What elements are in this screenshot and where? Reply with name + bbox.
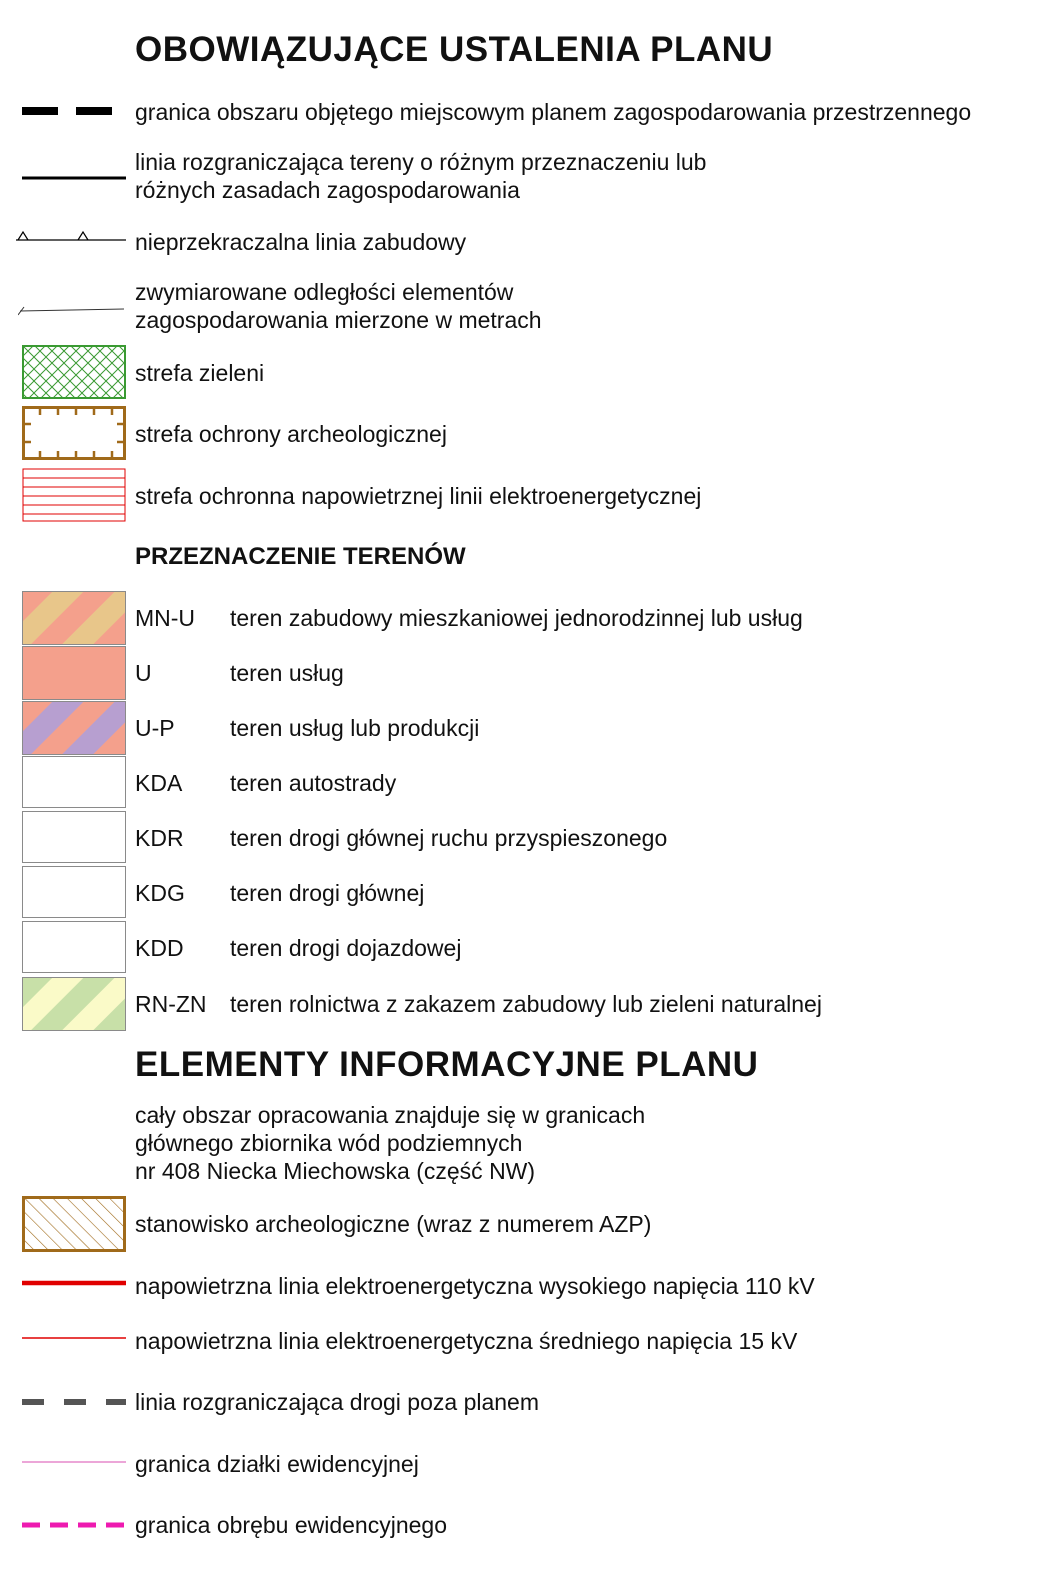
groundwater-note-line1: cały obszar opracowania znajduje się w granicach [135,1102,646,1128]
up-swatch-icon [22,701,126,755]
dimension-line-icon [18,303,126,317]
rnzn-swatch-icon [22,977,126,1031]
land-use-label: teren drogi głównej ruchu przyspieszonego [230,825,668,851]
legend-label: strefa ochrony archeologicznej [135,421,447,447]
precinct-boundary-dashed-line-icon [22,1519,126,1531]
power-line-protection-zone-icon [22,468,126,522]
legend-label-line1: linia rozgraniczająca tereny o różnym przeznaczeniu lub [135,149,707,175]
land-use-label: teren usług lub produkcji [230,715,480,741]
section-title-land-use: PRZEZNACZENIE TERENÓW [135,543,466,570]
kda-swatch-icon [22,756,126,808]
legend-label: napowietrzna linia elektroenergetyczna wysokiego napięcia 110 kV [135,1273,815,1299]
section-title-informational: ELEMENTY INFORMACYJNE PLANU [135,1045,759,1084]
land-use-code: RN-ZN [135,991,207,1017]
legend-label: stanowisko archeologiczne (wraz z numerem AZP) [135,1211,652,1237]
legend-label: linia rozgraniczająca drogi poza planem [135,1389,540,1415]
legend-label: granica obrębu ewidencyjnego [135,1512,447,1538]
land-use-label: teren usług [230,660,344,686]
land-use-code: U [135,660,152,686]
legend-label-line2: zagospodarowania mierzone w metrach [135,307,542,333]
land-use-label: teren drogi głównej [230,880,425,906]
section-title-binding: OBOWIĄZUJĄCE USTALENIA PLANU [135,30,774,69]
green-zone-crosshatch-icon [22,345,126,399]
land-use-code: KDD [135,935,184,961]
parcel-boundary-line-icon [22,1458,126,1466]
archaeological-site-hatch-icon [22,1196,126,1252]
land-use-label: teren autostrady [230,770,397,796]
legend-label: strefa zieleni [135,360,265,386]
kdr-swatch-icon [22,811,126,863]
legend-label: strefa ochronna napowietrznej linii elektroenergetycznej [135,483,702,509]
land-use-code: KDA [135,770,183,796]
legend-label: nieprzekraczalna linia zabudowy [135,229,467,255]
archaeology-zone-border-icon [22,406,126,460]
thick-dashed-black-line-icon [22,103,126,119]
groundwater-note-line3: nr 408 Niecka Miechowska (część NW) [135,1158,536,1184]
kdd-swatch-icon [22,921,126,973]
land-use-code: KDG [135,880,185,906]
high-voltage-line-icon [22,1278,126,1288]
u-swatch-icon [22,646,126,700]
legend-label: granica obszaru objętego miejscowym planem zagospodarowania przestrzennego [135,99,972,125]
kdg-swatch-icon [22,866,126,918]
land-use-code: KDR [135,825,184,851]
land-use-code: MN-U [135,605,196,631]
legend-label: napowietrzna linia elektroenergetyczna średniego napięcia 15 kV [135,1328,798,1354]
road-boundary-dashed-line-icon [22,1396,126,1408]
land-use-label: teren rolnictwa z zakazem zabudowy lub zieleni naturalnej [230,991,822,1017]
land-use-label: teren zabudowy mieszkaniowej jednorodzinnej lub usług [230,605,803,631]
groundwater-note-line2: głównego zbiornika wód podziemnych [135,1130,523,1156]
mnu-swatch-icon [22,591,126,645]
legend-label: granica działki ewidencyjnej [135,1451,419,1477]
solid-black-line-icon [22,173,126,183]
legend-label-line1: zwymiarowane odległości elementów [135,279,514,305]
building-line-triangles-icon [16,228,126,244]
medium-voltage-line-icon [22,1334,126,1342]
legend-label-line2: różnych zasadach zagospodarowania [135,177,520,203]
land-use-label: teren drogi dojazdowej [230,935,462,961]
land-use-code: U-P [135,715,175,741]
